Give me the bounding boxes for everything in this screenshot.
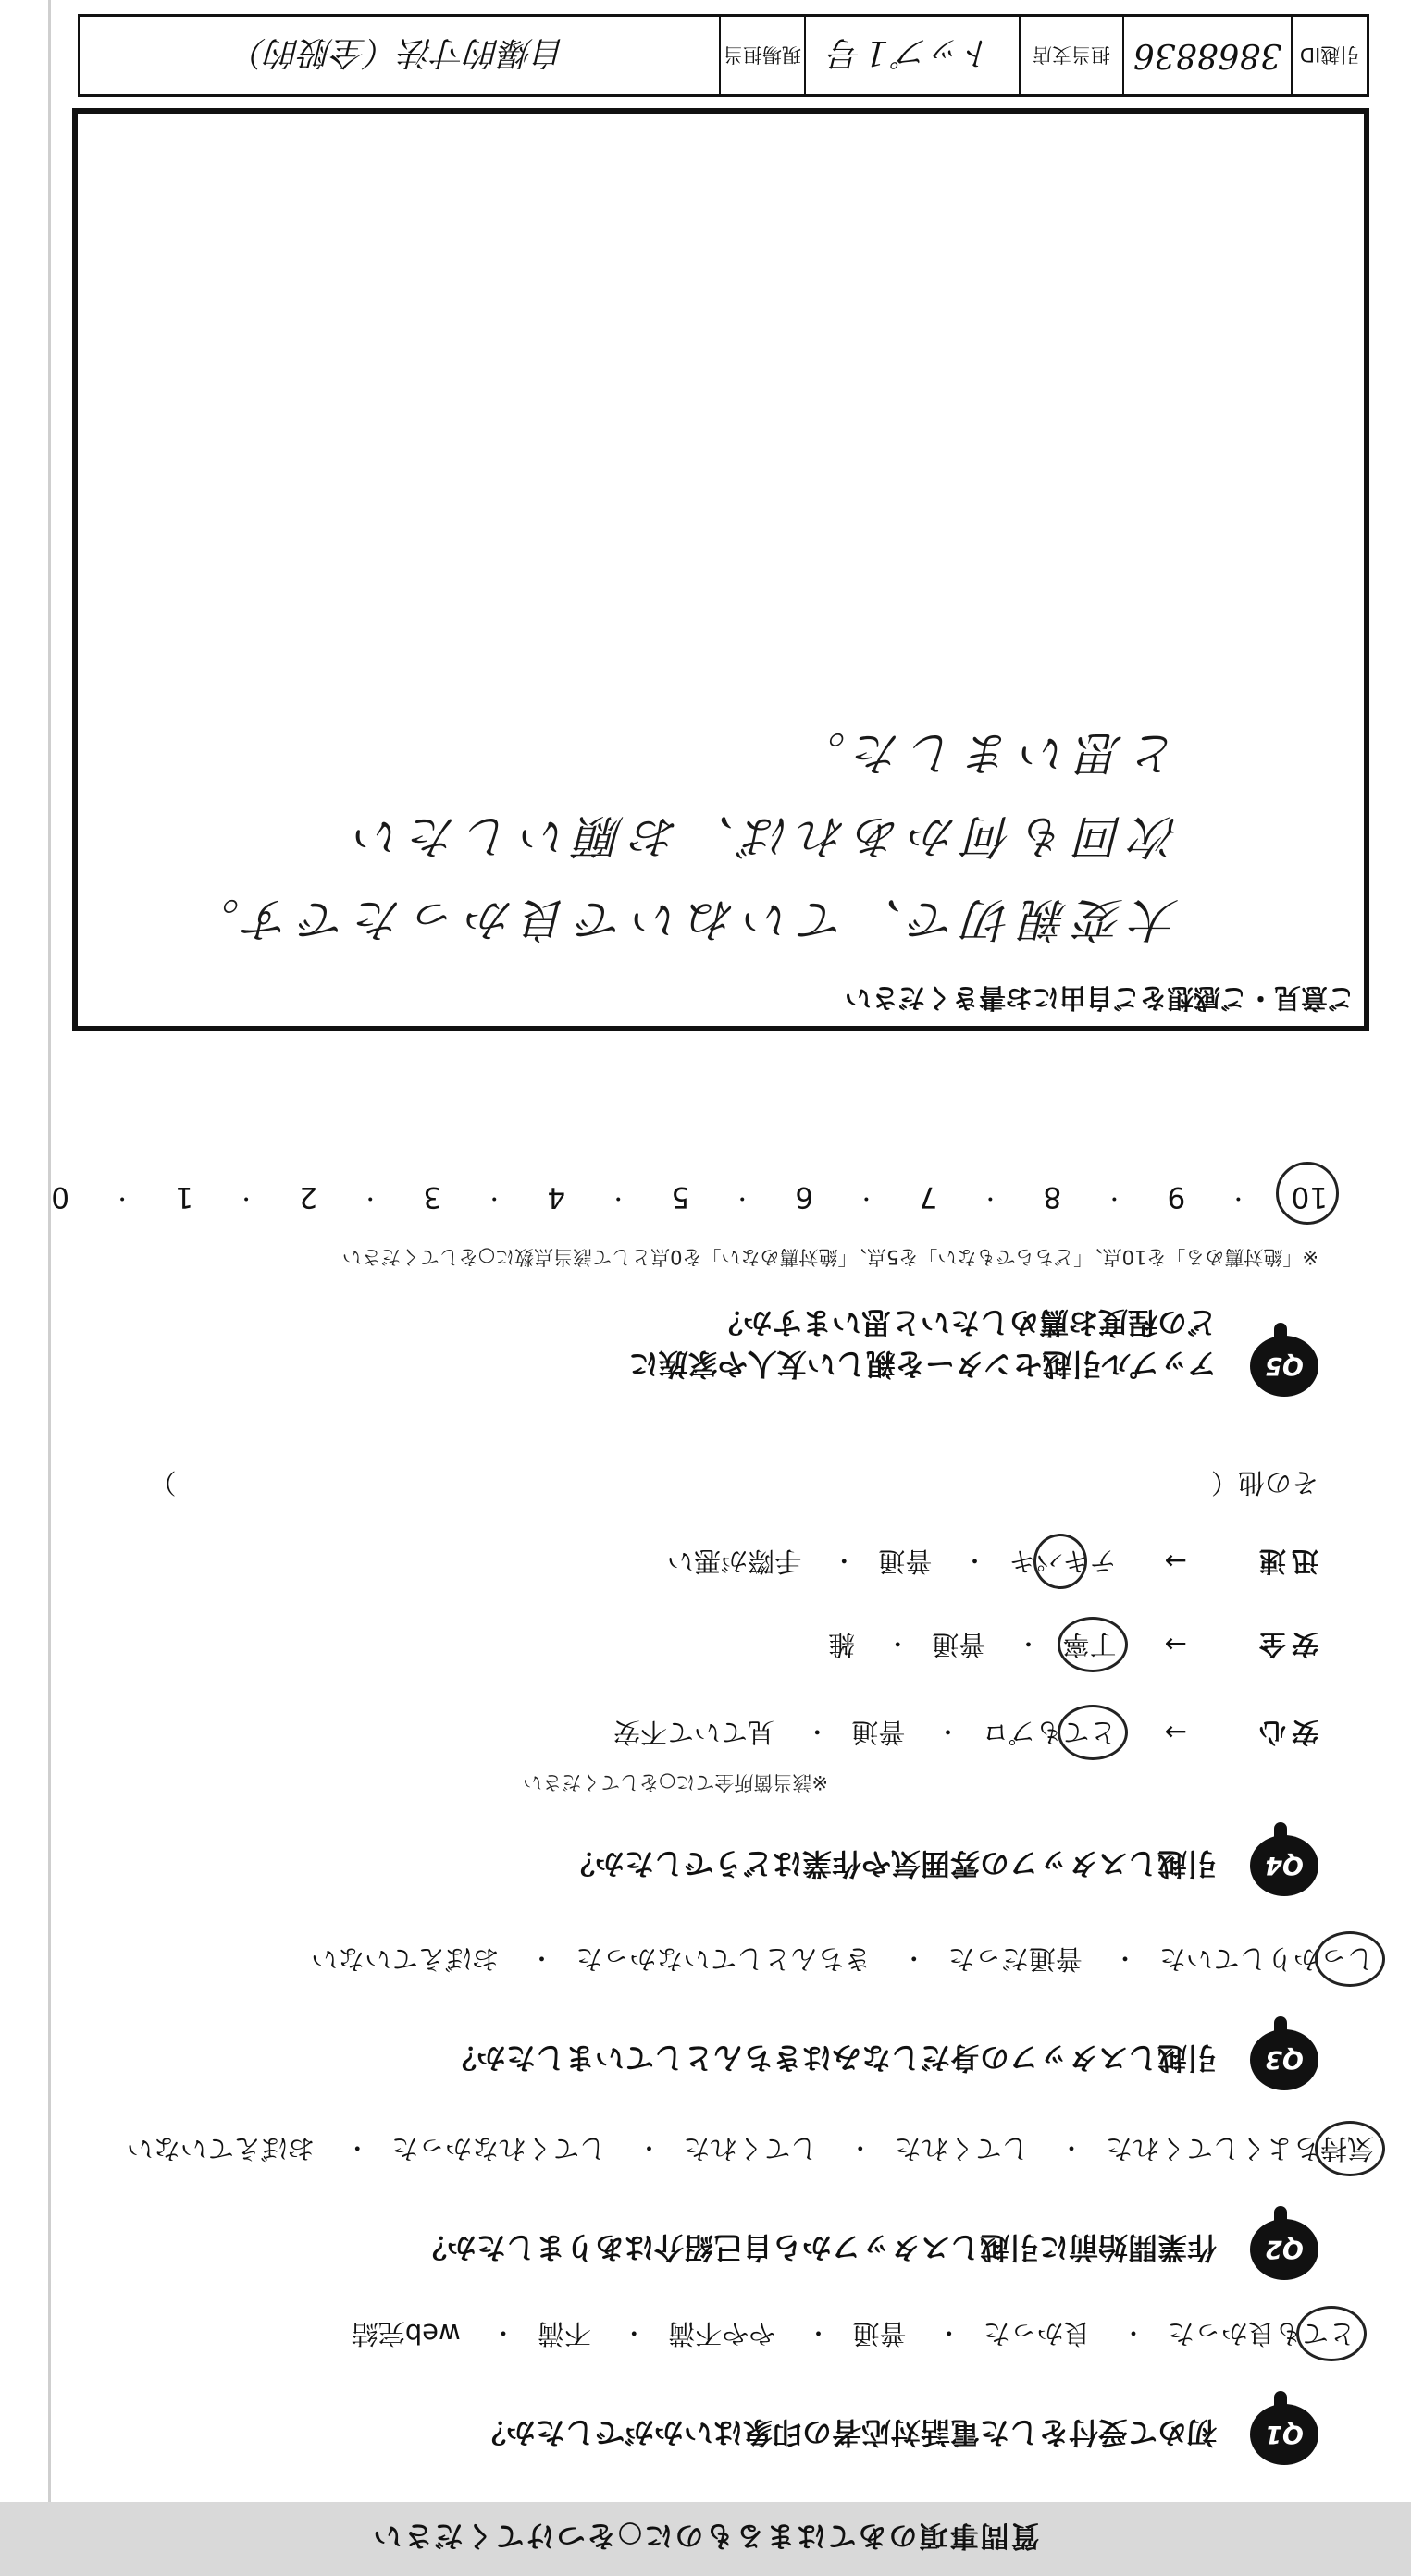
scale-1[interactable]: 1 [175,1180,193,1214]
instruction-text: 質問事項のあてはまるものに○をつけてください [371,2519,1040,2553]
q4-row-safety-label: 安全 [1253,1629,1318,1660]
q4-note: ※該当箇所全てに○をしてください [523,1771,828,1793]
move-id-label: 引越ID [1291,17,1367,94]
branch-value: トップ１号 [804,17,1019,94]
handwritten-line-3: と思いました。 [790,726,1179,780]
move-id-value: 3868836 [1122,17,1291,94]
branch-label: 担当支店 [1019,17,1122,94]
q1-option-good[interactable]: 良かった [983,2318,1091,2349]
q4-row-other [69,1465,1318,1503]
instruction-header [0,2502,1411,2576]
q5-text-line1: アップル引越センターを親しい友人や家族に [628,1347,1217,1382]
q1-option-slightly-dissatisfied[interactable]: やや不満 [668,2318,776,2349]
q4-relief-option-normal[interactable]: 普通 [851,1717,906,1748]
scale-7[interactable]: 7 [919,1180,938,1214]
page-edge-line [48,0,51,2576]
q4-other-close: ） [149,1467,177,1498]
comment-box-label: ご意見・ご感想をご自由にお書きください [844,982,1355,1014]
q3-option-neat[interactable]: しっかりしていた [1159,1941,1374,1979]
q3-option-not-neat[interactable]: きちんとしていなかった [576,1943,872,1975]
q3-badge: Q3 [1250,2029,1318,2090]
q4-safety-option-rough[interactable]: 雑 [828,1629,856,1660]
q2-badge: Q2 [1250,2219,1318,2280]
scale-9[interactable]: 9 [1167,1180,1186,1214]
q1-option-dissatisfied[interactable]: 不満 [537,2318,591,2349]
q2-options: 気持ちよくしてくれた・ してくれた・ してくれた・ してくれなかった・ おぼえていない [127,2131,1374,2169]
scale-3[interactable]: 3 [423,1180,442,1214]
q4-row-speed: 迅速 → テキパキ・ 普通・ 手際が悪い [69,1544,1318,1582]
scale-2[interactable]: 2 [299,1180,318,1214]
q4-speed-option-brisk[interactable]: テキパキ [1009,1544,1117,1582]
handwritten-line-2: 次回も何かあれば、お願いしたい [346,809,1179,863]
q1-badge: Q1 [1250,2404,1318,2465]
q4-safety-option-careful[interactable]: 丁寧 [1063,1627,1117,1665]
scale-0[interactable]: 0 [51,1180,69,1214]
q4-speed-option-clumsy[interactable]: 手際が悪い [667,1546,802,1577]
q4-speed-option-normal[interactable]: 普通 [878,1546,933,1577]
arrow-icon: → [1164,1717,1187,1748]
q5-scale: 10 ・ 9 ・ 8 ・ 7 ・ 6 ・ 5 ・ 4 ・ 3 ・ 2 ・ 1 ・ 0 [51,1180,1328,1214]
site-staff-value: 自爆的寸法（全般的） [233,33,567,72]
q4-safety-option-normal[interactable]: 普通 [932,1629,986,1660]
scale-6[interactable]: 6 [795,1180,814,1214]
q2-option-did[interactable]: してくれた [894,2133,1029,2164]
q2-option-pleasant[interactable]: 気持ちよくしてくれた [1106,2131,1374,2169]
scale-5[interactable]: 5 [671,1180,690,1214]
q5-badge: Q5 [1250,1336,1318,1397]
q3-option-dont-remember[interactable]: おぼえていない [311,1943,500,1975]
q1-text: 初めて受付をした電話対応者の印象はいかがでしたか？ [476,2415,1217,2450]
q1-option-very-good[interactable]: とても良かった [1168,2316,1355,2354]
q2-option-did-not[interactable]: してくれなかった [391,2133,607,2164]
arrow-icon: → [1164,1546,1187,1577]
q2-option-did-2[interactable]: してくれた [683,2133,818,2164]
q4-row-relief: 安心 → とてもプロ・ 普通・ 見ていて不安 [69,1715,1318,1753]
site-staff-label: 現場担当 [719,17,804,94]
handwritten-line-1: 大変親切で、ていねいで良かったです。 [184,893,1179,946]
q4-row-safety: 安全 → 丁寧・ 普通・ 雑 [69,1627,1318,1665]
q3-option-normal[interactable]: 普通だった [947,1943,1083,1975]
q4-text: 引越しスタッフの雰囲気や作業はどうでしたか？ [564,1846,1217,1881]
scale-10[interactable]: 10 [1291,1180,1328,1214]
q2-text: 作業開始前に引越しスタッフから自己紹介はありましたか？ [416,2230,1217,2265]
staff-table [78,14,1369,97]
q4-row-relief-label: 安心 [1253,1717,1318,1748]
q3-text: 引越しスタッフの身だしなみはきちんとしていましたか？ [446,2040,1217,2076]
q1-option-web[interactable]: web完結 [351,2318,461,2349]
q4-relief-option-anxious[interactable]: 見ていて不安 [613,1717,775,1748]
q4-badge: Q4 [1250,1835,1318,1896]
q4-relief-option-pro[interactable]: とてもプロ [983,1715,1117,1753]
q5-text-line2: どの程度お薦めしたいと思いますか？ [712,1305,1217,1340]
q5-note: ※「絶対薦める」を10点、「どちらでもない」を5点、「絶対薦めない」を0点として該当点数に○をしてください [341,1246,1318,1268]
scale-8[interactable]: 8 [1043,1180,1062,1214]
q4-other-label: その他（ [1210,1467,1318,1498]
arrow-icon: → [1164,1629,1187,1660]
q4-row-speed-label: 迅速 [1253,1546,1318,1577]
q3-options: しっかりしていた・ 普通だった・ きちんとしていなかった・ おぼえていない [311,1941,1374,1979]
q2-option-dont-remember[interactable]: おぼえていない [126,2133,315,2164]
comment-box[interactable] [72,108,1369,1031]
q1-option-normal[interactable]: 普通 [852,2318,907,2349]
scale-4[interactable]: 4 [547,1180,566,1214]
q1-options: とても良かった・ 良かった・ 普通・ やや不満・ 不満・ web完結 [352,2316,1355,2354]
